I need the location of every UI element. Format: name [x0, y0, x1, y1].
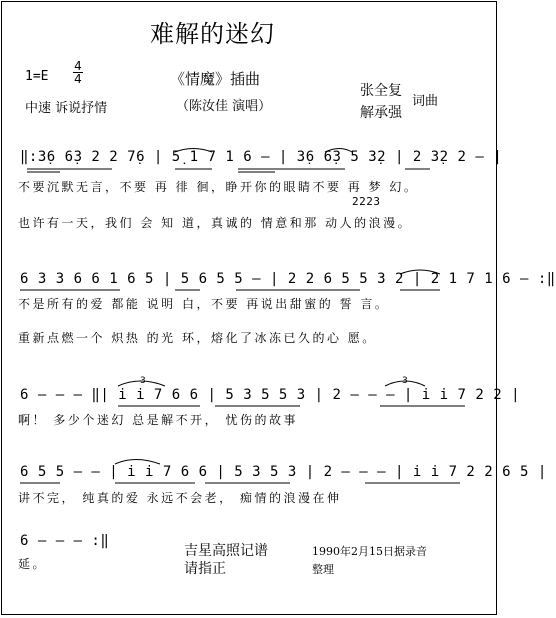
lyric-line: 讲不完， 纯真的爱 永远不会老， 痴情的浪漫在伸: [18, 491, 342, 505]
lyric-line: 不是所有的爱 都能 说明 白，不要 再说出甜蜜的 誓 言。: [18, 297, 390, 311]
lyric-line: 不要沉默无言，不要 再 徘 徊，睁开你的眼睛不要 再 梦 幻。: [18, 180, 419, 194]
triplet-marker: 3: [140, 376, 146, 386]
slur: [325, 149, 352, 153]
slur: [400, 270, 440, 274]
request-note: 请指正: [184, 561, 226, 577]
transcription-date: 1990年2月15日据录音: [312, 545, 427, 558]
tempo-marking: 中速 诉说抒情: [25, 101, 108, 116]
notation-above: 2223: [352, 195, 381, 208]
notation-row: 6 3 3 6 6 1 6 5 | 5 6 5 5 – | 2 2 6 5 5 3 2 | 2 1 7 1 6 – :‖: [20, 271, 556, 287]
time-signature-top: 4: [74, 59, 82, 73]
notation-row: 6 5 5 – – | i i 7 6 6 | 5 3 5 3 | 2 – – – | i i 7 2 2 6 5 |: [20, 464, 547, 480]
credit-role: 词曲: [412, 94, 439, 109]
page-title: 难解的迷幻: [150, 20, 275, 48]
triplet-marker: 3: [402, 376, 408, 386]
singer: （陈汝佳 演唱）: [176, 99, 272, 114]
song-source: 《情魔》插曲: [170, 70, 261, 88]
key-signature: 1=E: [25, 69, 49, 84]
lyric-line: 啊！ 多少个迷幻 总是解不开， 忧伤的故事: [18, 413, 298, 427]
notation-row: ‖:3̣6 6̣3 2 2 7̣6 | 5̣ 1 7 1 6 – | 3̣6 6̣3 5 3̣2 | 2 3̣2 2 – |: [20, 149, 503, 165]
credit-name-2: 解承强: [360, 105, 402, 121]
slur: [115, 460, 160, 465]
credit-name-1: 张全复: [360, 83, 402, 99]
lyric-line: 也许有一天，我们 会 知 道，真诚的 情意和那 动人的浪漫。: [18, 216, 413, 230]
notation-row: 6 – – – ‖| i i 7 6 6 | 5 3 5 5 3 | 2 – – – | i i 7 2 2 |: [20, 387, 521, 403]
lyric-line: 重新点燃一个 炽热 的光 环，熔化了冰冻已久的心 愿。: [18, 331, 377, 345]
time-signature-bottom: 4: [74, 72, 82, 86]
slur: [175, 149, 212, 153]
arrangement-note: 整理: [312, 563, 334, 576]
lyric-line: 延。: [18, 557, 48, 571]
transcriber-credit: 吉星高照记谱: [184, 543, 268, 559]
notation-row: 6 – – – :‖: [20, 533, 110, 549]
